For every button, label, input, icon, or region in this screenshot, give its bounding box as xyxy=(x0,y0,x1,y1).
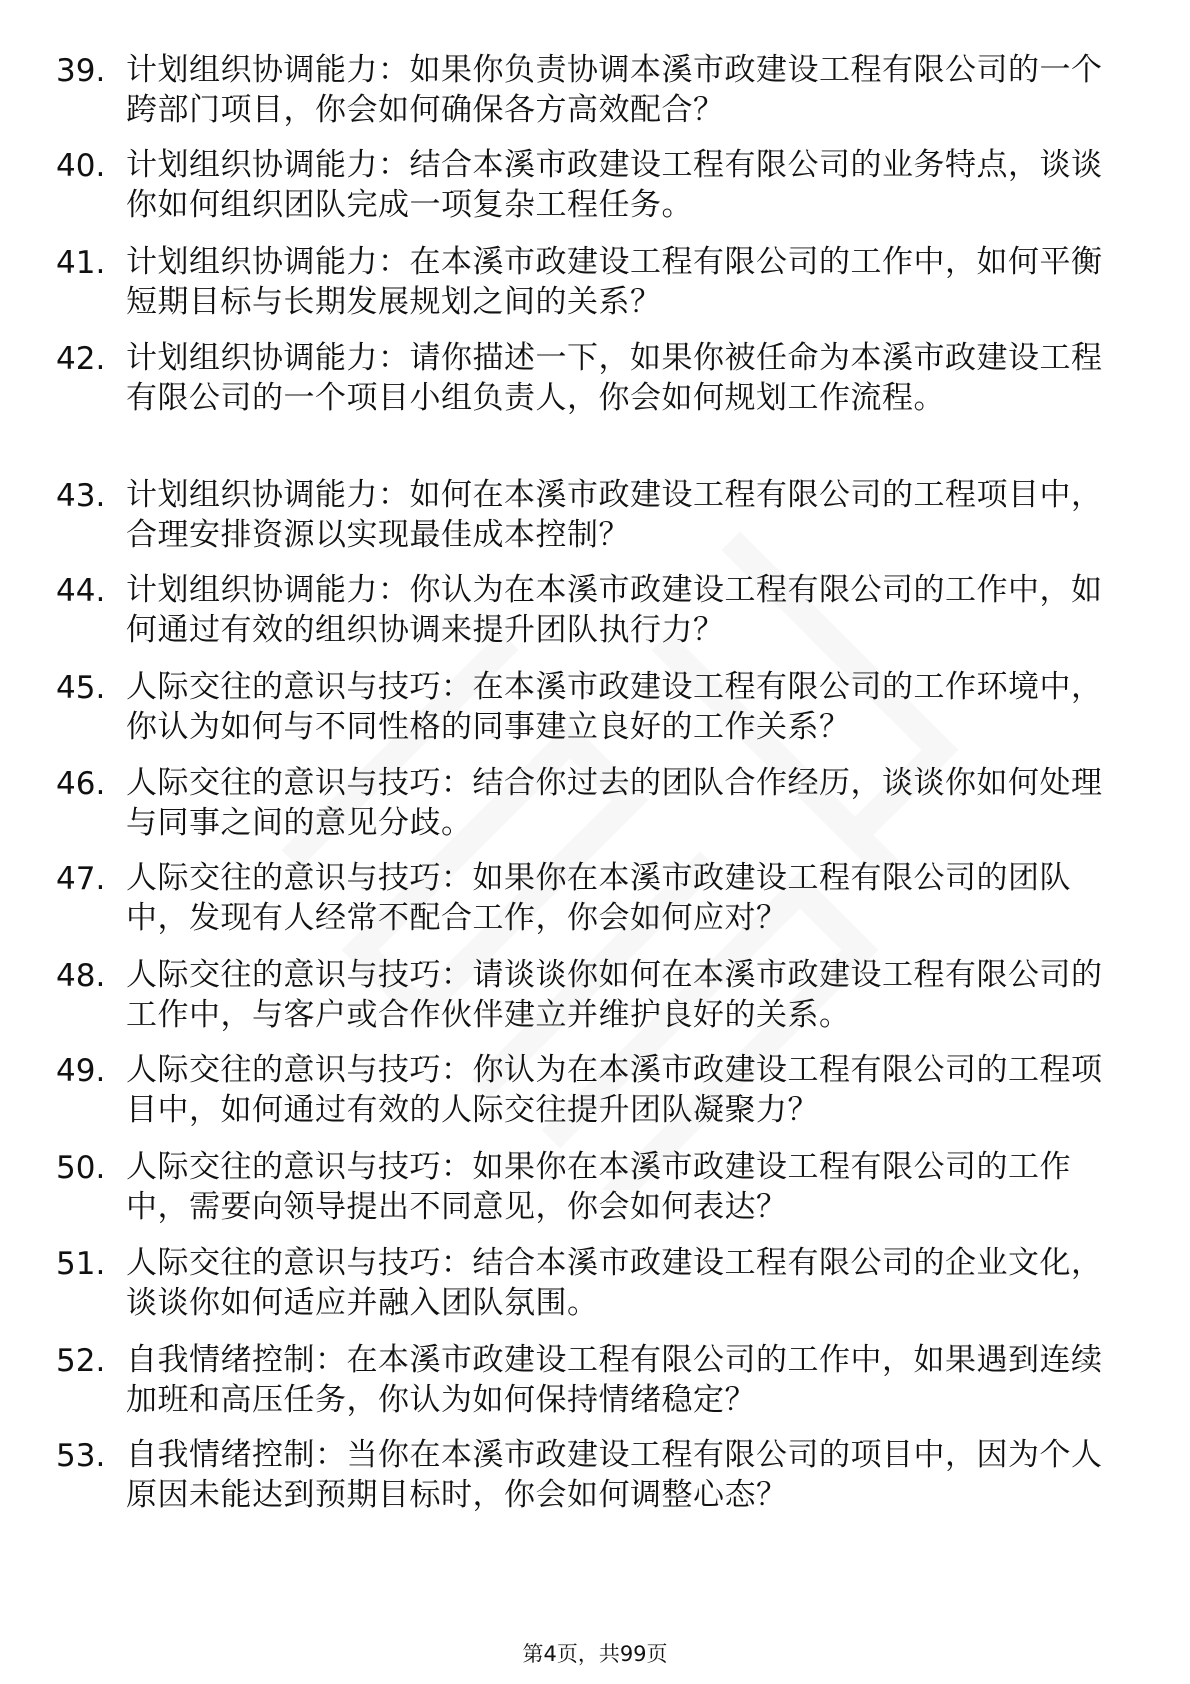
question-number: 47. xyxy=(56,861,106,897)
page-number-label: 第4页，共99页 xyxy=(522,1642,668,1666)
question-text: 人际交往的意识与技巧：你认为在本溪市政建设工程有限公司的工程项目中，如何通过有效的人际交往提升团队凝聚力？ xyxy=(126,1052,1103,1128)
question-number: 41. xyxy=(56,245,106,281)
question-number: 48. xyxy=(56,958,106,994)
question-number: 46. xyxy=(56,766,106,802)
question-text: 自我情绪控制：在本溪市政建设工程有限公司的工作中，如果遇到连续加班和高压任务，你认为如何保持情绪稳定？ xyxy=(126,1342,1103,1418)
question-text: 人际交往的意识与技巧：结合你过去的团队合作经历，谈谈你如何处理与同事之间的意见分歧。 xyxy=(126,765,1103,841)
question-text: 计划组织协调能力：如何在本溪市政建设工程有限公司的工程项目中，合理安排资源以实现最佳成本控制？ xyxy=(126,477,1103,553)
question-text: 计划组织协调能力：你认为在本溪市政建设工程有限公司的工作中，如何通过有效的组织协调来提升团队执行力？ xyxy=(126,572,1103,648)
question-text: 人际交往的意识与技巧：结合本溪市政建设工程有限公司的企业文化，谈谈你如何适应并融入团队氛围。 xyxy=(126,1245,1103,1321)
question-number: 42. xyxy=(56,341,106,377)
question-text: 计划组织协调能力：结合本溪市政建设工程有限公司的业务特点，谈谈你如何组织团队完成一项复杂工程任务。 xyxy=(126,147,1103,223)
question-text: 人际交往的意识与技巧：如果你在本溪市政建设工程有限公司的团队中，发现有人经常不配合工作，你会如何应对？ xyxy=(126,860,1071,936)
question-text: 人际交往的意识与技巧：在本溪市政建设工程有限公司的工作环境中，你认为如何与不同性格的同事建立良好的工作关系？ xyxy=(126,669,1103,745)
question-number: 53. xyxy=(56,1438,106,1474)
question-number: 45. xyxy=(56,670,106,706)
question-number: 50. xyxy=(56,1150,106,1186)
question-text: 人际交往的意识与技巧：如果你在本溪市政建设工程有限公司的工作中，需要向领导提出不同意见，你会如何表达？ xyxy=(126,1149,1071,1225)
question-number: 39. xyxy=(56,53,106,89)
question-number: 52. xyxy=(56,1343,106,1379)
page-footer xyxy=(0,1640,1190,1668)
question-number: 44. xyxy=(56,573,106,609)
question-text: 人际交往的意识与技巧：请谈谈你如何在本溪市政建设工程有限公司的工作中，与客户或合作伙伴建立并维护良好的关系。 xyxy=(126,957,1103,1033)
question-text: 自我情绪控制：当你在本溪市政建设工程有限公司的项目中，因为个人原因未能达到预期目标时，你会如何调整心态？ xyxy=(126,1437,1103,1513)
question-text: 计划组织协调能力：请你描述一下，如果你被任命为本溪市政建设工程有限公司的一个项目小组负责人，你会如何规划工作流程。 xyxy=(126,340,1103,416)
question-text: 计划组织协调能力：在本溪市政建设工程有限公司的工作中，如何平衡短期目标与长期发展规划之间的关系？ xyxy=(126,244,1103,320)
question-number: 43. xyxy=(56,478,106,514)
question-number: 51. xyxy=(56,1246,106,1282)
question-number: 40. xyxy=(56,148,106,184)
question-number: 49. xyxy=(56,1053,106,1089)
question-text: 计划组织协调能力：如果你负责协调本溪市政建设工程有限公司的一个跨部门项目，你会如何确保各方高效配合？ xyxy=(126,52,1103,128)
